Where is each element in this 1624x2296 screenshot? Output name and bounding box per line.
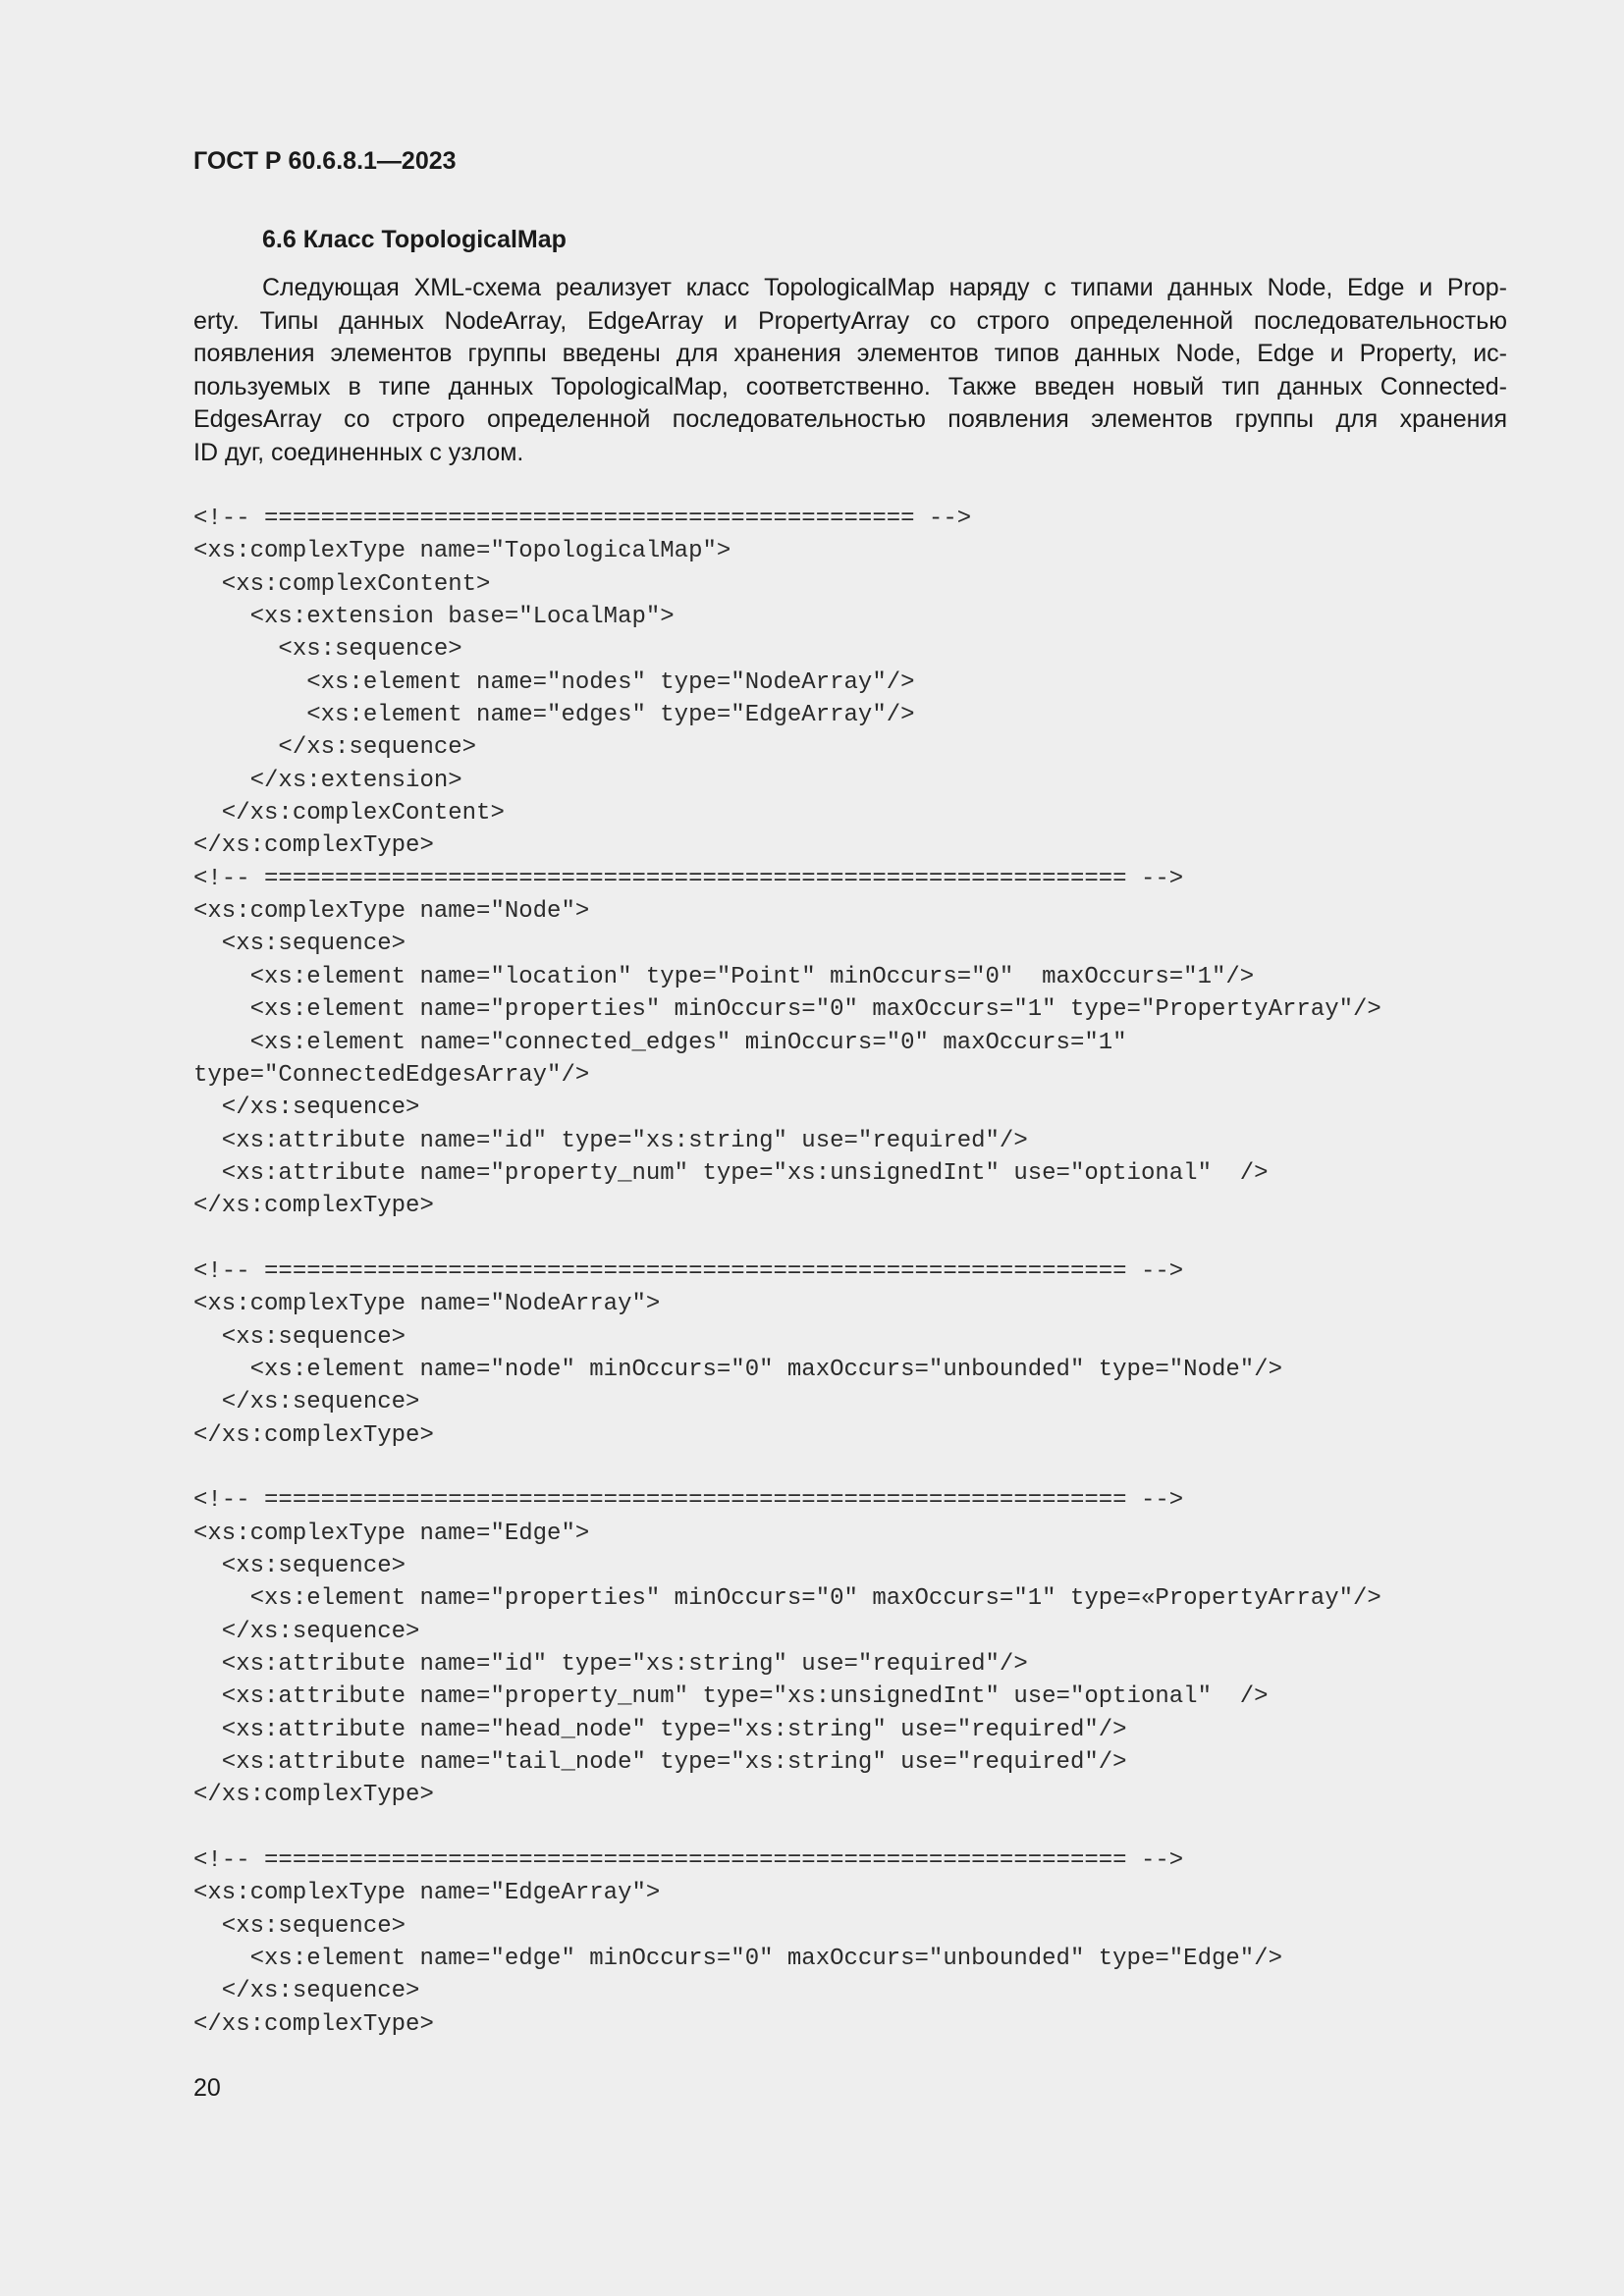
paragraph-line: Следующая XML-схема реализует класс TopologicalMap наряду с типами данных Node, Edge и Prop- <box>262 274 1507 301</box>
paragraph-line: пользуемых в типе данных TopologicalMap, соответственно. Также введен новый тип данных Connected- <box>193 372 1507 400</box>
code-line: <!-- ============================================================= --> <box>193 865 1184 892</box>
code-line: <xs:element name="location" type="Point" minOccurs="0" maxOccurs="1"/> <box>193 963 1255 990</box>
code-line: <xs:element name="properties" minOccurs="0" maxOccurs="1" type="PropertyArray"/> <box>193 996 1381 1024</box>
code-line: </xs:sequence> <box>193 1618 420 1645</box>
code-line: </xs:sequence> <box>193 734 477 762</box>
code-line: <xs:sequence> <box>193 636 462 664</box>
code-line: <xs:complexType name="Edge"> <box>193 1520 590 1547</box>
code-line: </xs:complexContent> <box>193 800 505 828</box>
code-line: </xs:complexType> <box>193 2010 434 2038</box>
code-line: </xs:sequence> <box>193 1095 420 1122</box>
code-line <box>193 1223 1381 1255</box>
code-line: <!-- ============================================================= --> <box>193 1257 1184 1285</box>
code-line: <xs:complexType name="TopologicalMap"> <box>193 538 731 565</box>
code-line: <xs:element name="connected_edges" minOccurs="0" maxOccurs="1" <box>193 1029 1127 1056</box>
code-line: </xs:sequence> <box>193 1389 420 1416</box>
code-line: <xs:complexType name="NodeArray"> <box>193 1291 661 1318</box>
code-line: <xs:element name="edge" minOccurs="0" maxOccurs="unbounded" type="Edge"/> <box>193 1946 1282 1973</box>
paragraph-line: появления элементов группы введены для хранения элементов типов данных Node, Edge и Property, ис- <box>193 340 1507 368</box>
code-line: </xs:extension> <box>193 767 462 794</box>
code-line: <!-- ============================================== --> <box>193 506 972 532</box>
code-line: <xs:sequence> <box>193 1553 406 1579</box>
code-line: </xs:sequence> <box>193 1978 420 2005</box>
code-line: </xs:complexType> <box>193 1193 434 1220</box>
code-line: <xs:sequence> <box>193 1323 406 1351</box>
code-line: <xs:complexType name="Node"> <box>193 898 590 926</box>
code-line <box>193 1452 1381 1484</box>
code-line: </xs:complexType> <box>193 1421 434 1449</box>
code-line: <xs:sequence> <box>193 1912 406 1940</box>
code-line: <xs:complexType name="EdgeArray"> <box>193 1880 661 1907</box>
code-line: <xs:complexContent> <box>193 570 491 598</box>
code-line: <xs:attribute name="id" type="xs:string" use="required"/> <box>193 1127 1028 1154</box>
xml-schema-code-block <box>193 503 1381 2041</box>
document-header: ГОСТ Р 60.6.8.1—2023 <box>193 147 457 175</box>
code-line <box>193 1812 1381 1844</box>
code-line: </xs:complexType> <box>193 1782 434 1809</box>
code-line: <!-- ============================================================= --> <box>193 1847 1184 1875</box>
section-title: 6.6 Класс TopologicalMap <box>262 226 567 253</box>
code-line: <xs:attribute name="property_num" type="xs:unsignedInt" use="optional" /> <box>193 1683 1269 1711</box>
code-line: </xs:complexType> <box>193 832 434 860</box>
body-paragraph <box>193 272 1507 470</box>
code-line: <xs:sequence> <box>193 931 406 958</box>
code-line: <!-- ============================================================= --> <box>193 1487 1184 1515</box>
code-line: <xs:attribute name="head_node" type="xs:string" use="required"/> <box>193 1716 1127 1743</box>
code-line: <xs:attribute name="id" type="xs:string" use="required"/> <box>193 1651 1028 1679</box>
paragraph-line: EdgesArray со строго определенной последовательностью появления элементов группы для хранения <box>193 405 1507 434</box>
code-line: <xs:extension base="LocalMap"> <box>193 604 675 631</box>
code-line: <xs:element name="nodes" type="NodeArray"/> <box>193 668 915 696</box>
code-line: type="ConnectedEdgesArray"/> <box>193 1061 590 1089</box>
code-line: <xs:element name="edges" type="EdgeArray"/> <box>193 702 915 729</box>
code-line: <xs:element name="node" minOccurs="0" maxOccurs="unbounded" type="Node"/> <box>193 1356 1282 1383</box>
code-line: <xs:attribute name="property_num" type="xs:unsignedInt" use="optional" /> <box>193 1159 1269 1187</box>
code-line: <xs:attribute name="tail_node" type="xs:string" use="required"/> <box>193 1749 1127 1777</box>
paragraph-line: ID дуг, соединенных с узлом. <box>193 438 524 466</box>
code-line: <xs:element name="properties" minOccurs="0" maxOccurs="1" type=«PropertyArray"/> <box>193 1585 1381 1613</box>
page-number: 20 <box>193 2074 221 2102</box>
paragraph-line: erty. Типы данных NodeArray, EdgeArray и PropertyArray со строго определенной последовательностью <box>193 306 1507 335</box>
